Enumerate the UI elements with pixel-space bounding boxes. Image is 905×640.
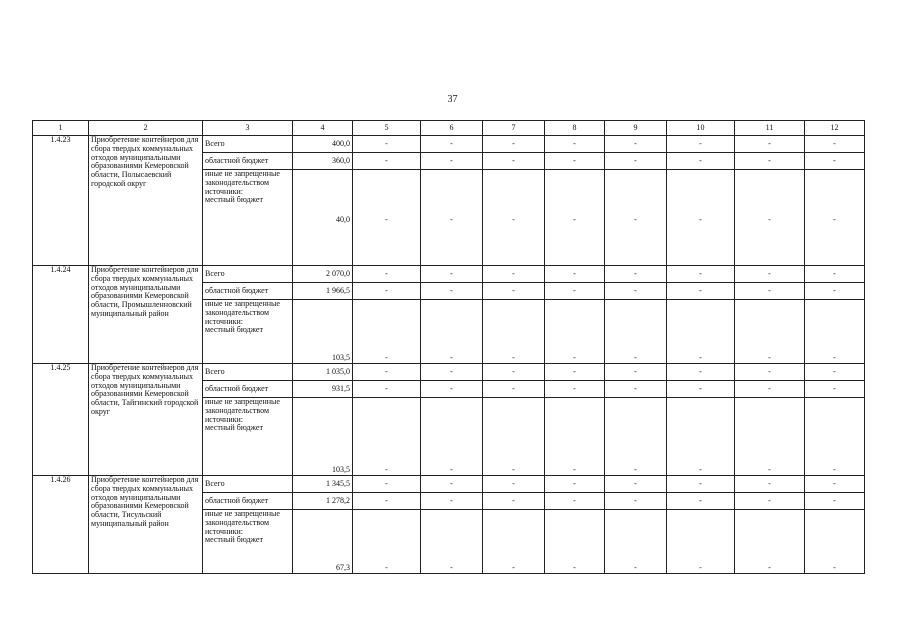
empty-value-cell: -	[483, 493, 545, 510]
empty-value-cell: -	[421, 283, 483, 300]
source-label-other: иные не запрещенные законодательством источники:	[205, 299, 280, 326]
empty-value-cell: -	[421, 510, 483, 574]
source-label-local: местный бюджет	[205, 325, 263, 335]
page-number: 37	[447, 94, 458, 105]
regional-value: 1 966,5	[293, 283, 353, 300]
source-cell-other	[203, 510, 293, 574]
item-description: Приобретение контейнеров для сбора твердых коммунальных отходов муниципальными образованиями Кемеровской области, Тисульский муниципальный район	[89, 476, 203, 574]
empty-value-cell: -	[667, 283, 735, 300]
item-description: Приобретение контейнеров для сбора твердых коммунальных отходов муниципальными образованиями Кемеровской области, Промышленновский муниципальный район	[89, 266, 203, 364]
source-label-regional: областной бюджет	[203, 153, 293, 170]
header-cell: 6	[421, 121, 483, 136]
header-cell: 2	[89, 121, 203, 136]
header-cell: 11	[735, 121, 805, 136]
source-label-regional: областной бюджет	[203, 493, 293, 510]
header-cell: 4	[293, 121, 353, 136]
empty-value-cell: -	[805, 153, 865, 170]
empty-value-cell: -	[605, 493, 667, 510]
empty-value-cell: -	[805, 266, 865, 283]
header-cell: 1	[33, 121, 89, 136]
empty-value-cell: -	[667, 266, 735, 283]
table-row	[33, 136, 865, 153]
empty-value-cell: -	[805, 283, 865, 300]
table-row	[33, 476, 865, 493]
empty-value-cell: -	[667, 398, 735, 476]
total-value: 400,0	[293, 136, 353, 153]
local-value: 103,5	[293, 300, 353, 364]
empty-value-cell: -	[667, 381, 735, 398]
empty-value-cell: -	[421, 266, 483, 283]
source-label-total: Всего	[203, 136, 293, 153]
empty-value-cell: -	[353, 510, 421, 574]
empty-value-cell: -	[545, 364, 605, 381]
empty-value-cell: -	[545, 153, 605, 170]
item-number: 1.4.23	[33, 136, 89, 266]
source-label-local: местный бюджет	[205, 423, 263, 433]
empty-value-cell: -	[605, 476, 667, 493]
empty-value-cell: -	[667, 300, 735, 364]
empty-value-cell: -	[353, 364, 421, 381]
empty-value-cell: -	[805, 510, 865, 574]
empty-value-cell: -	[735, 381, 805, 398]
empty-value-cell: -	[805, 476, 865, 493]
empty-value-cell: -	[353, 398, 421, 476]
empty-value-cell: -	[353, 493, 421, 510]
empty-value-cell: -	[421, 398, 483, 476]
empty-value-cell: -	[605, 170, 667, 266]
empty-value-cell: -	[545, 266, 605, 283]
empty-value-cell: -	[353, 136, 421, 153]
empty-value-cell: -	[605, 153, 667, 170]
total-value: 1 345,5	[293, 476, 353, 493]
local-value: 67,3	[293, 510, 353, 574]
header-cell: 5	[353, 121, 421, 136]
empty-value-cell: -	[483, 510, 545, 574]
header-row	[33, 121, 865, 136]
empty-value-cell: -	[667, 153, 735, 170]
empty-value-cell: -	[545, 381, 605, 398]
empty-value-cell: -	[353, 476, 421, 493]
empty-value-cell: -	[735, 510, 805, 574]
empty-value-cell: -	[483, 476, 545, 493]
regional-value: 931,5	[293, 381, 353, 398]
empty-value-cell: -	[735, 364, 805, 381]
budget-table	[32, 120, 865, 574]
empty-value-cell: -	[483, 300, 545, 364]
header-cell: 7	[483, 121, 545, 136]
header-cell: 9	[605, 121, 667, 136]
empty-value-cell: -	[735, 476, 805, 493]
item-number: 1.4.24	[33, 266, 89, 364]
empty-value-cell: -	[805, 300, 865, 364]
empty-value-cell: -	[605, 381, 667, 398]
empty-value-cell: -	[667, 510, 735, 574]
empty-value-cell: -	[545, 510, 605, 574]
empty-value-cell: -	[353, 283, 421, 300]
table-row	[33, 364, 865, 381]
header-cell: 12	[805, 121, 865, 136]
empty-value-cell: -	[545, 283, 605, 300]
empty-value-cell: -	[353, 300, 421, 364]
empty-value-cell: -	[605, 266, 667, 283]
source-label-total: Всего	[203, 476, 293, 493]
empty-value-cell: -	[605, 136, 667, 153]
empty-value-cell: -	[735, 266, 805, 283]
regional-value: 1 278,2	[293, 493, 353, 510]
empty-value-cell: -	[483, 381, 545, 398]
source-label-total: Всего	[203, 266, 293, 283]
empty-value-cell: -	[545, 136, 605, 153]
empty-value-cell: -	[545, 398, 605, 476]
empty-value-cell: -	[483, 170, 545, 266]
empty-value-cell: -	[605, 510, 667, 574]
empty-value-cell: -	[605, 398, 667, 476]
source-label-local: местный бюджет	[205, 535, 263, 545]
empty-value-cell: -	[483, 283, 545, 300]
empty-value-cell: -	[605, 364, 667, 381]
empty-value-cell: -	[735, 493, 805, 510]
empty-value-cell: -	[421, 300, 483, 364]
empty-value-cell: -	[735, 398, 805, 476]
empty-value-cell: -	[735, 153, 805, 170]
empty-value-cell: -	[805, 493, 865, 510]
header-cell: 3	[203, 121, 293, 136]
regional-value: 360,0	[293, 153, 353, 170]
source-label-regional: областной бюджет	[203, 283, 293, 300]
empty-value-cell: -	[545, 493, 605, 510]
total-value: 1 035,0	[293, 364, 353, 381]
empty-value-cell: -	[353, 170, 421, 266]
empty-value-cell: -	[735, 283, 805, 300]
empty-value-cell: -	[735, 300, 805, 364]
item-description: Приобретение контейнеров для сбора твердых коммунальных отходов муниципальными образованиями Кемеровской области, Тайгинский городской округ	[89, 364, 203, 476]
empty-value-cell: -	[805, 364, 865, 381]
table-row	[33, 266, 865, 283]
empty-value-cell: -	[421, 136, 483, 153]
empty-value-cell: -	[667, 364, 735, 381]
empty-value-cell: -	[483, 364, 545, 381]
empty-value-cell: -	[545, 170, 605, 266]
empty-value-cell: -	[483, 136, 545, 153]
empty-value-cell: -	[421, 381, 483, 398]
source-cell-other	[203, 170, 293, 266]
empty-value-cell: -	[805, 381, 865, 398]
empty-value-cell: -	[667, 476, 735, 493]
item-description: Приобретение контейнеров для сбора твердых коммунальных отходов муниципальными образованиями Кемеровской области, Полысаевский городской округ	[89, 136, 203, 266]
source-label-other: иные не запрещенные законодательством источники:	[205, 509, 280, 536]
source-label-regional: областной бюджет	[203, 381, 293, 398]
empty-value-cell: -	[353, 381, 421, 398]
item-number: 1.4.25	[33, 364, 89, 476]
header-cell: 10	[667, 121, 735, 136]
empty-value-cell: -	[483, 398, 545, 476]
header-cell: 8	[545, 121, 605, 136]
empty-value-cell: -	[667, 170, 735, 266]
item-number: 1.4.26	[33, 476, 89, 574]
empty-value-cell: -	[545, 300, 605, 364]
empty-value-cell: -	[805, 170, 865, 266]
source-label-local: местный бюджет	[205, 195, 263, 205]
empty-value-cell: -	[735, 170, 805, 266]
empty-value-cell: -	[421, 364, 483, 381]
empty-value-cell: -	[667, 136, 735, 153]
empty-value-cell: -	[421, 153, 483, 170]
empty-value-cell: -	[483, 153, 545, 170]
empty-value-cell: -	[605, 283, 667, 300]
empty-value-cell: -	[545, 476, 605, 493]
source-label-other: иные не запрещенные законодательством источники:	[205, 397, 280, 424]
empty-value-cell: -	[421, 493, 483, 510]
local-value: 40,0	[293, 170, 353, 266]
empty-value-cell: -	[421, 476, 483, 493]
empty-value-cell: -	[483, 266, 545, 283]
source-label-total: Всего	[203, 364, 293, 381]
empty-value-cell: -	[735, 136, 805, 153]
empty-value-cell: -	[605, 300, 667, 364]
empty-value-cell: -	[353, 153, 421, 170]
source-cell-other	[203, 300, 293, 364]
local-value: 103,5	[293, 398, 353, 476]
total-value: 2 070,0	[293, 266, 353, 283]
empty-value-cell: -	[805, 398, 865, 476]
empty-value-cell: -	[667, 493, 735, 510]
empty-value-cell: -	[353, 266, 421, 283]
source-label-other: иные не запрещенные законодательством источники:	[205, 169, 280, 196]
empty-value-cell: -	[421, 170, 483, 266]
empty-value-cell: -	[805, 136, 865, 153]
source-cell-other	[203, 398, 293, 476]
